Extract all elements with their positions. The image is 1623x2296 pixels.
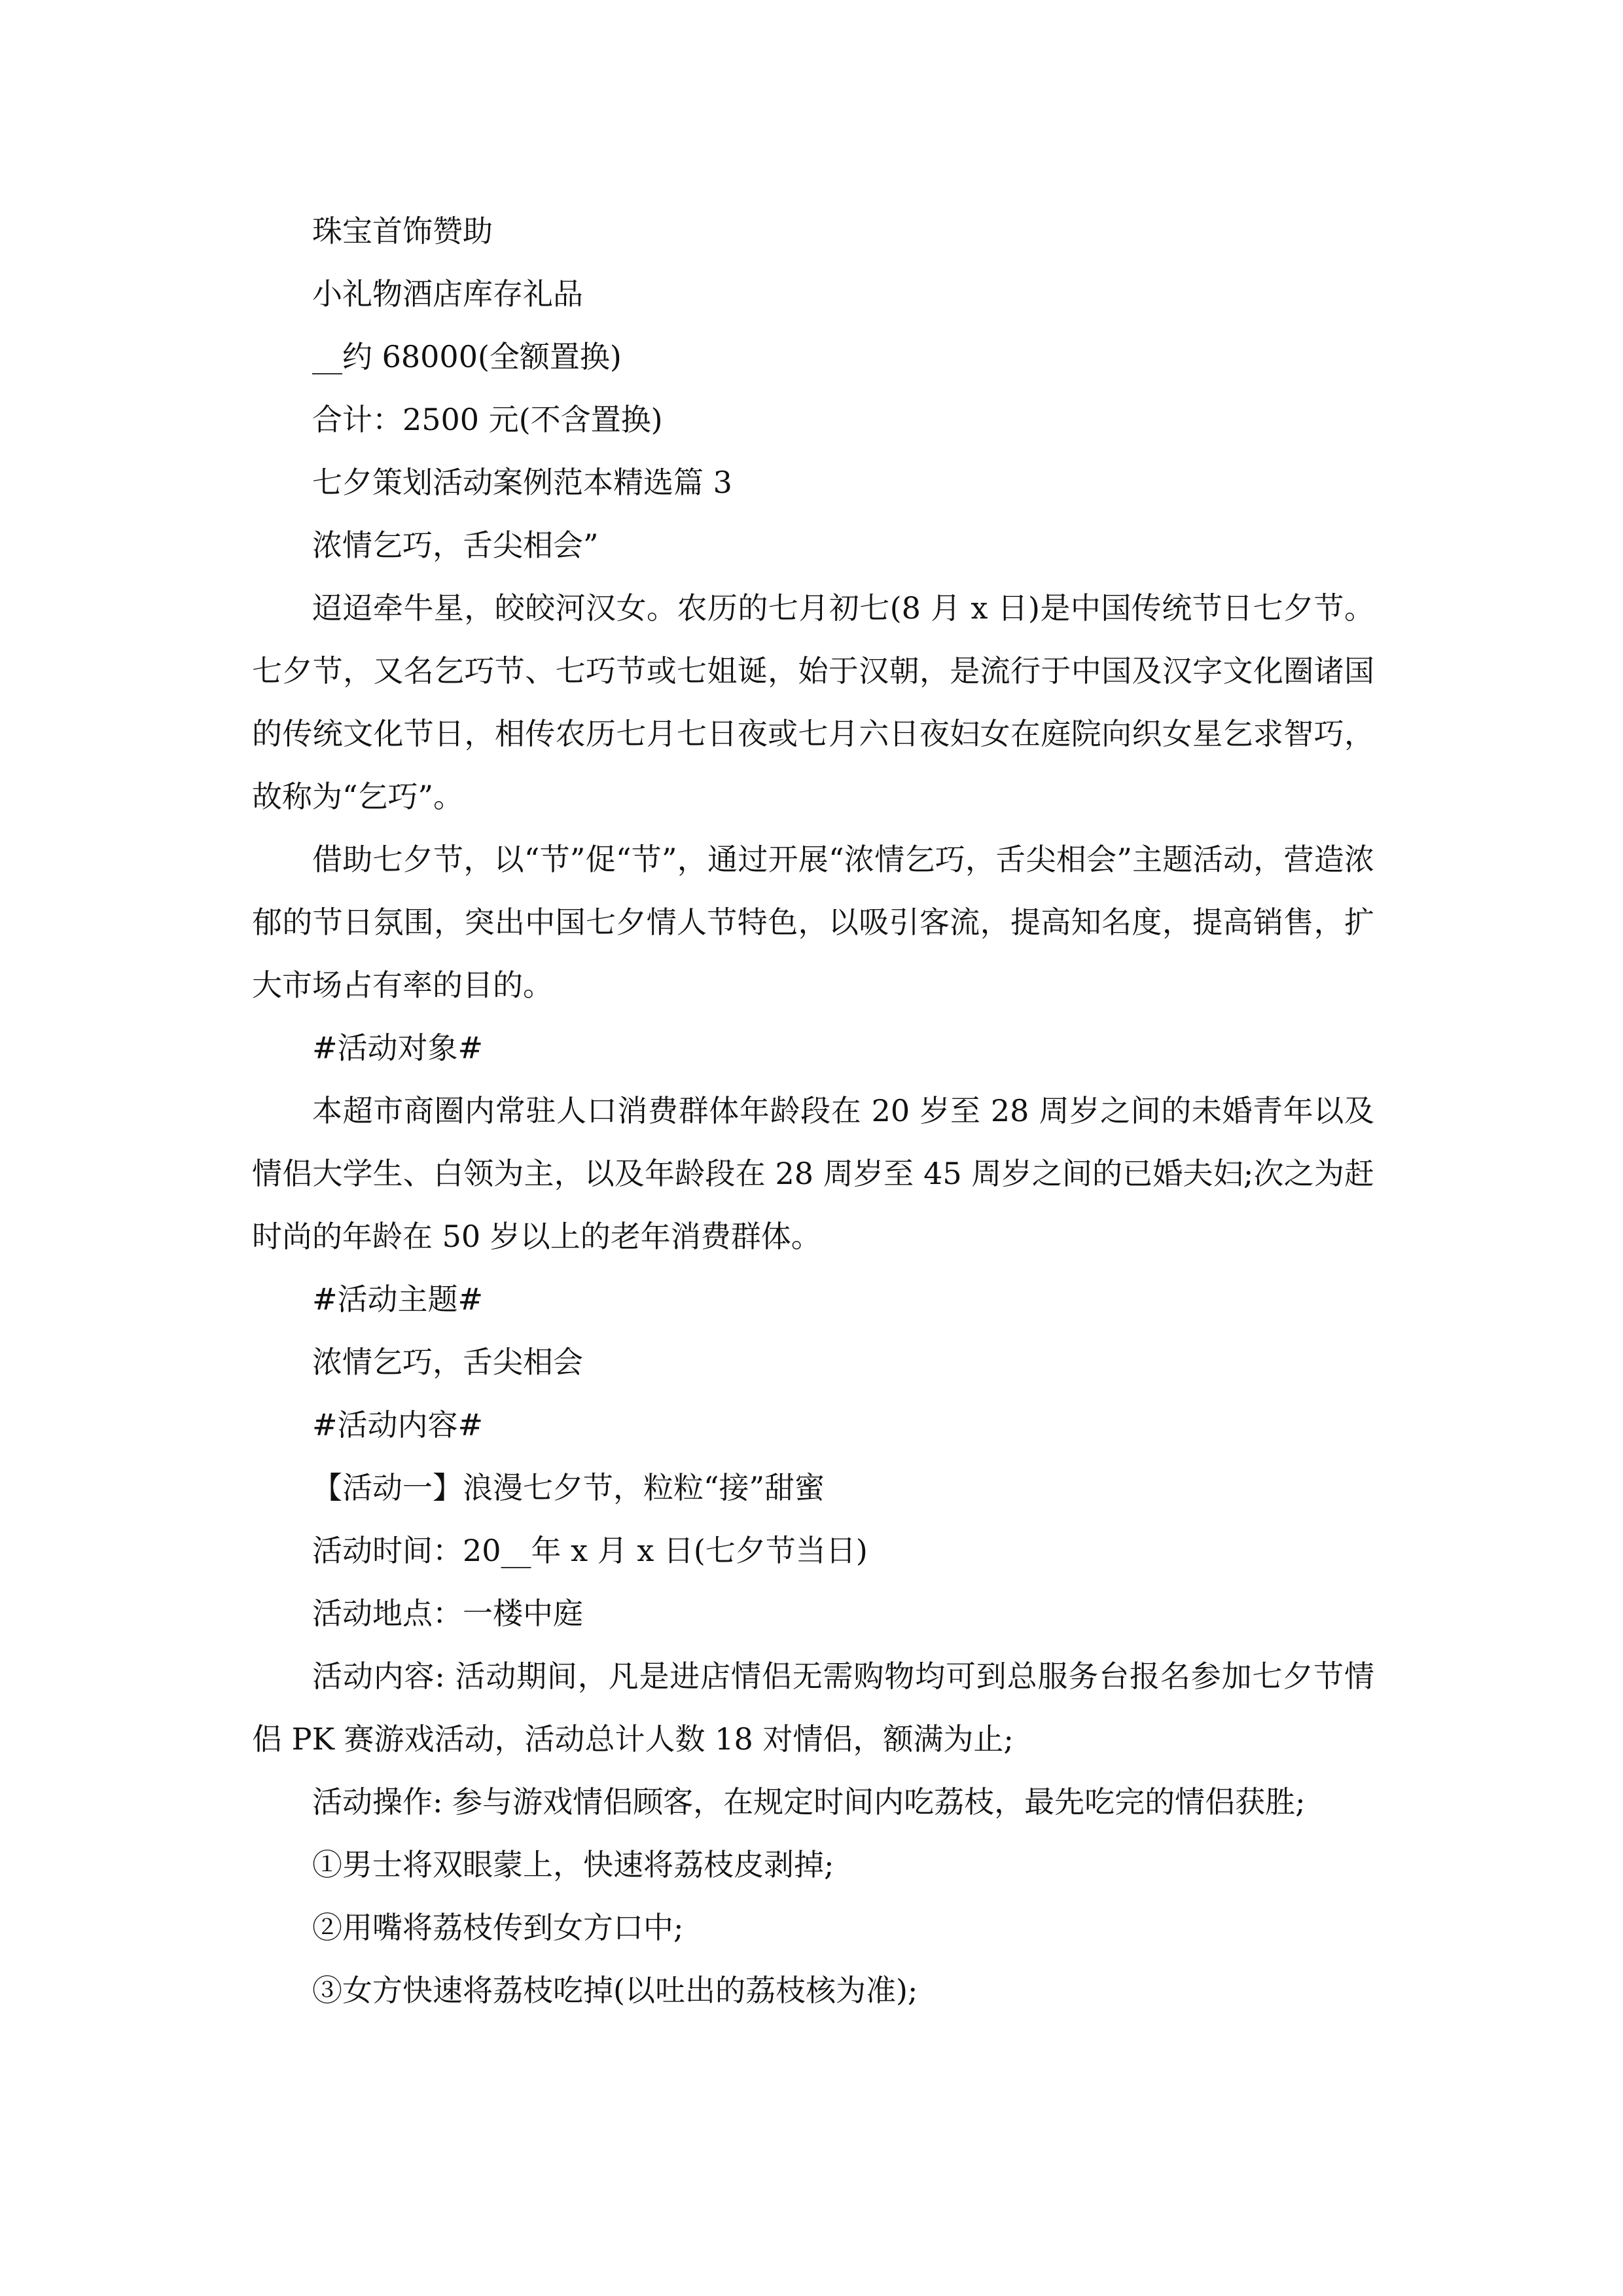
slogan-line: 浓情乞巧，舌尖相会” [312,528,599,563]
section-title: 七夕策划活动案例范本精选篇 3 [312,465,732,500]
text-line: 珠宝首饰赞助 [312,213,493,249]
step-item: ③女方快速将荔枝吃掉(以吐出的荔枝核为准); [312,1973,918,2008]
activity-time: 活动时间：20__年 x 月 x 日(七夕节当日) [312,1533,868,1568]
step-item: ②用嘴将荔枝传到女方口中; [312,1910,684,1945]
step-item: ①男士将双眼蒙上，快速将荔枝皮剥掉; [312,1847,834,1882]
intro-paragraph: 迢迢牵牛星，皎皎河汉女。农历的七月初七(8 月 x 日)是中国传统节日七夕节。七夕节，又名乞巧节、七巧节或七姐诞，始于汉朝，是流行于中国及汉字文化圈诸国的传统文化节日，相传农历七月七日夜或七月六日夜妇女在庭院向织女星乞求智巧，故称为“乞巧”。 [252,590,1374,814]
purpose-paragraph: 借助七夕节，以“节”促“节”，通过开展“浓情乞巧，舌尖相会”主题活动，营造浓郁的节日氛围，突出中国七夕情人节特色，以吸引客流，提高知名度，提高销售，扩大市场占有率的目的。 [252,842,1374,1003]
text-line: __约 68000(全额置换) [312,339,622,374]
activity-content-paragraph: 活动内容: 活动期间，凡是进店情侣无需购物均可到总服务台报名参加七夕节情侣 PK 赛游戏活动，活动总计人数 18 对情侣，额满为止; [252,1659,1374,1757]
text-line: 小礼物酒店库存礼品 [312,276,583,312]
activity-title: 【活动一】浪漫七夕节，粒粒“接”甜蜜 [312,1470,825,1505]
target-paragraph: 本超市商圈内常驻人口消费群体年龄段在 20 岁至 28 周岁之间的未婚青年以及情侣大学生、白领为主，以及年龄段在 28 周岁至 45 周岁之间的已婚夫妇;次之为赶时尚的年龄在 50 岁以上的老年消费群体。 [252,1093,1374,1254]
document-body [252,200,1374,2022]
theme-text: 浓情乞巧，舌尖相会 [312,1344,583,1380]
heading-content: #活动内容# [312,1407,484,1443]
heading-target: #活动对象# [312,1030,484,1066]
activity-operation: 活动操作: 参与游戏情侣顾客，在规定时间内吃荔枝，最先吃完的情侣获胜; [312,1784,1306,1820]
text-line: 合计：2500 元(不含置换) [312,402,663,437]
heading-theme: #活动主题# [312,1282,484,1317]
activity-place: 活动地点：一楼中庭 [312,1596,583,1631]
